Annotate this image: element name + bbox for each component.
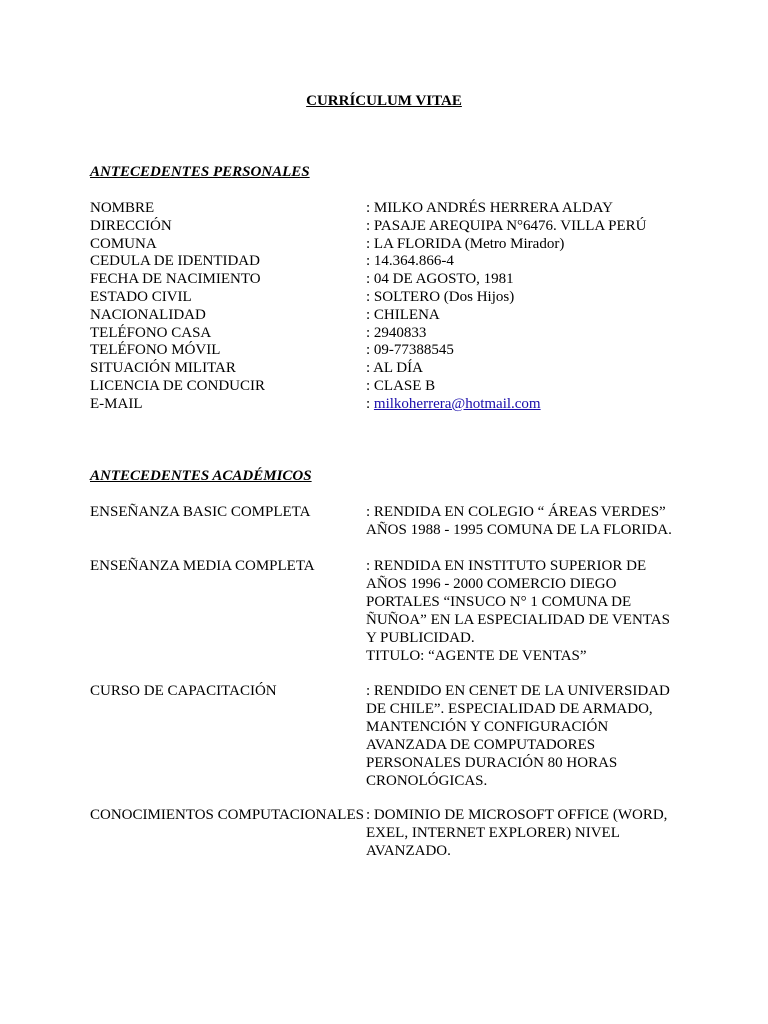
academic-entry-basic [90, 503, 686, 539]
row-value: : 2940833 [366, 324, 427, 341]
email-prefix: : [366, 395, 374, 412]
entry-label: ENSEÑANZA BASIC COMPLETA [90, 504, 311, 520]
personal-row-military [90, 360, 690, 378]
row-value: : CHILENA [366, 306, 440, 323]
row-label: NOMBRE [90, 200, 155, 216]
row-label: TELÉFONO CASA [90, 324, 212, 341]
entry-line: AVANZADA DE COMPUTADORES [366, 737, 596, 753]
row-label: E-MAIL [90, 395, 143, 412]
row-label: COMUNA [90, 235, 157, 252]
entry-line: PERSONALES DURACIÓN 80 HORAS [366, 755, 618, 771]
entry-label: ENSEÑANZA MEDIA COMPLETA [90, 558, 315, 574]
academic-section-heading: ANTECEDENTES ACADÉMICOS [90, 468, 312, 484]
entry-line: Y PUBLICIDAD. [366, 630, 475, 646]
personal-row-email [90, 396, 690, 414]
entry-line: : RENDIDA EN COLEGIO “ ÁREAS VERDES” [366, 504, 666, 520]
personal-row-civil-status [90, 289, 690, 307]
row-value: : 04 DE AGOSTO, 1981 [366, 271, 514, 288]
row-label: ESTADO CIVIL [90, 288, 192, 305]
row-value [366, 396, 541, 414]
row-value: : MILKO ANDRÉS HERRERA ALDAY [366, 200, 613, 216]
row-value: : 09-77388545 [366, 342, 454, 359]
academic-entry-media [90, 557, 686, 665]
personal-row-id [90, 253, 690, 271]
row-label: NACIONALIDAD [90, 306, 206, 323]
row-value: : 14.364.866-4 [366, 253, 454, 270]
row-label: TELÉFONO MÓVIL [90, 342, 221, 359]
personal-row-home-phone [90, 325, 690, 343]
academic-entry-computing [90, 806, 686, 860]
row-value: : SOLTERO (Dos Hijos) [366, 288, 515, 305]
entry-label: CURSO DE CAPACITACIÓN [90, 683, 277, 699]
entry-label: CONOCIMIENTOS COMPUTACIONALES [90, 807, 364, 823]
entry-line: CRONOLÓGICAS. [366, 773, 488, 789]
row-label: LICENCIA DE CONDUCIR [90, 377, 265, 394]
entry-line: DE CHILE”. ESPECIALIDAD DE ARMADO, [366, 701, 653, 717]
personal-row-nationality [90, 307, 690, 325]
row-value: : PASAJE AREQUIPA N°6476. VILLA PERÚ [366, 217, 647, 234]
entry-value [366, 806, 686, 860]
entry-line: MANTENCIÓN Y CONFIGURACIÓN [366, 719, 609, 735]
entry-value [366, 503, 686, 539]
entry-line: TITULO: “AGENTE DE VENTAS” [366, 648, 587, 664]
personal-row-address [90, 218, 690, 236]
row-label: FECHA DE NACIMIENTO [90, 271, 261, 288]
entry-line: AÑOS 1996 - 2000 COMERCIO DIEGO [366, 576, 617, 592]
entry-line: AÑOS 1988 - 1995 COMUNA DE LA FLORIDA. [366, 522, 672, 538]
entry-line: AVANZADO. [366, 843, 451, 859]
row-label: CEDULA DE IDENTIDAD [90, 253, 260, 270]
entry-value [366, 557, 686, 665]
row-label: DIRECCIÓN [90, 217, 172, 234]
row-label: SITUACIÓN MILITAR [90, 360, 236, 377]
personal-row-birthdate [90, 271, 690, 289]
personal-row-comuna [90, 236, 690, 254]
personal-row-name [90, 200, 690, 218]
document-title: CURRÍCULUM VITAE [306, 93, 462, 109]
personal-section-heading: ANTECEDENTES PERSONALES [90, 164, 310, 180]
academic-entry-training [90, 682, 686, 790]
entry-line: PORTALES “INSUCO N° 1 COMUNA DE [366, 594, 632, 610]
entry-line: ÑUÑOA” EN LA ESPECIALIDAD DE VENTAS [366, 612, 670, 628]
personal-row-mobile-phone [90, 342, 690, 360]
entry-line: : RENDIDA EN INSTITUTO SUPERIOR DE [366, 558, 647, 574]
row-value: : AL DÍA [366, 360, 423, 377]
entry-value [366, 682, 686, 790]
personal-row-license [90, 378, 690, 396]
row-value: : CLASE B [366, 377, 436, 394]
entry-line: : DOMINIO DE MICROSOFT OFFICE (WORD, [366, 807, 668, 823]
entry-line: EXEL, INTERNET EXPLORER) NIVEL [366, 825, 620, 841]
entry-line: : RENDIDO EN CENET DE LA UNIVERSIDAD [366, 683, 670, 699]
row-value: : LA FLORIDA (Metro Mirador) [366, 235, 565, 252]
personal-details [90, 200, 690, 414]
email-link[interactable]: milkoherrera@hotmail.com [373, 395, 541, 412]
